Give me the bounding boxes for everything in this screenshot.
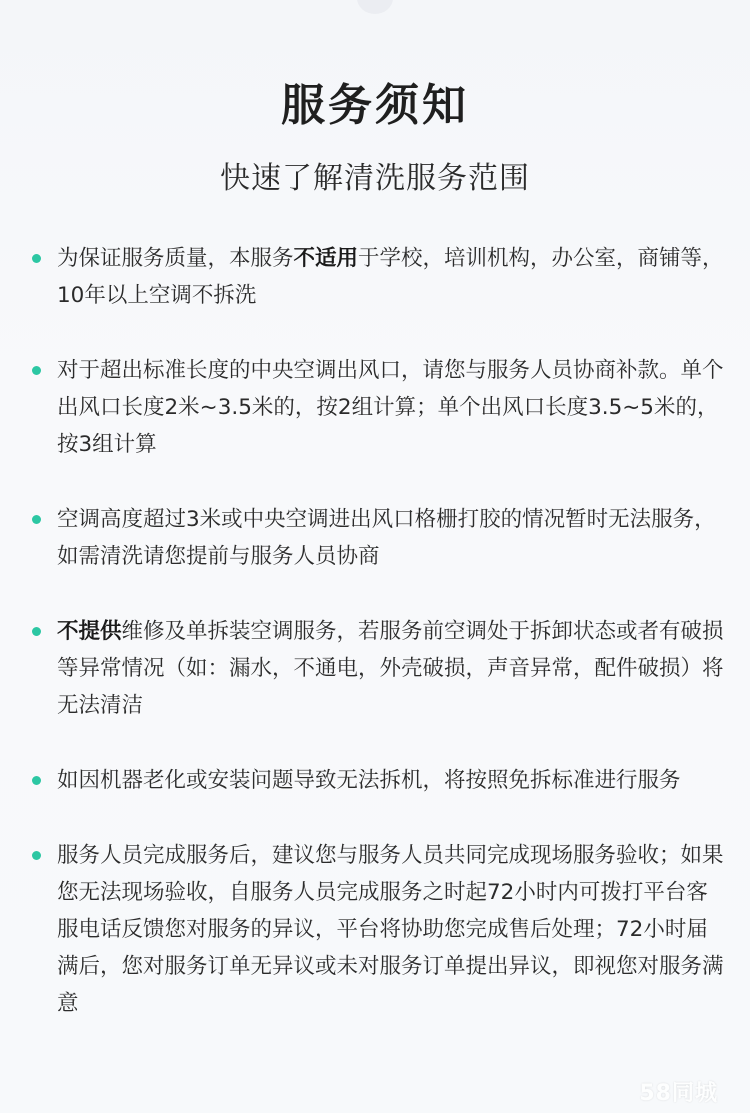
notice-emphasis: 不提供 (57, 619, 122, 644)
list-item (0, 837, 750, 1022)
notice-text: 为保证服务质量，本服务 (57, 246, 294, 271)
page-header (0, 78, 750, 199)
bullet-dot-icon (32, 776, 41, 785)
notice-text: 服务人员完成服务后，建议您与服务人员共同完成现场服务验收；如果您无法现场验收，自服务人员完成服务之时起72小时内可拨打平台客服电话反馈您对服务的异议，平台将协助您完成售后处理；72小时届满后，您对服务订单无异议或未对服务订单提出异议，即视您对服务满意 (57, 843, 724, 1016)
bullet-dot-icon (32, 627, 41, 636)
list-item (0, 240, 750, 314)
top-decoration (357, 0, 393, 14)
bullet-dot-icon (32, 254, 41, 263)
page-subtitle: 快速了解清洗服务范围 (220, 161, 530, 196)
list-item (0, 762, 750, 799)
list-item (0, 352, 750, 463)
notice-text: 维修及单拆装空调服务，若服务前空调处于拆卸状态或者有破损等异常情况（如：漏水，不通电，外壳破损，声音异常，配件破损）将无法清洁 (57, 619, 724, 718)
bullet-dot-icon (32, 851, 41, 860)
notice-list (0, 240, 750, 1060)
notice-text: 如因机器老化或安装问题导致无法拆机，将按照免拆标准进行服务 (57, 768, 681, 793)
page-title: 服务须知 (281, 80, 469, 131)
notice-text: 空调高度超过3米或中央空调进出风口格栅打胶的情况暂时无法服务，如需清洗请您提前与服务人员协商 (57, 507, 716, 569)
notice-text: 于学校，培训机构，办公室，商铺等，10年以上空调不拆洗 (57, 246, 724, 308)
notice-text: 对于超出标准长度的中央空调出风口，请您与服务人员协商补款。单个出风口长度2米~3.5米的，按2组计算；单个出风口长度3.5~5米的，按3组计算 (57, 358, 724, 457)
list-item (0, 501, 750, 575)
list-item (0, 613, 750, 724)
bullet-dot-icon (32, 366, 41, 375)
bullet-dot-icon (32, 515, 41, 524)
notice-emphasis: 不适用 (293, 246, 359, 271)
watermark-logo: 58同城 (639, 1081, 718, 1106)
